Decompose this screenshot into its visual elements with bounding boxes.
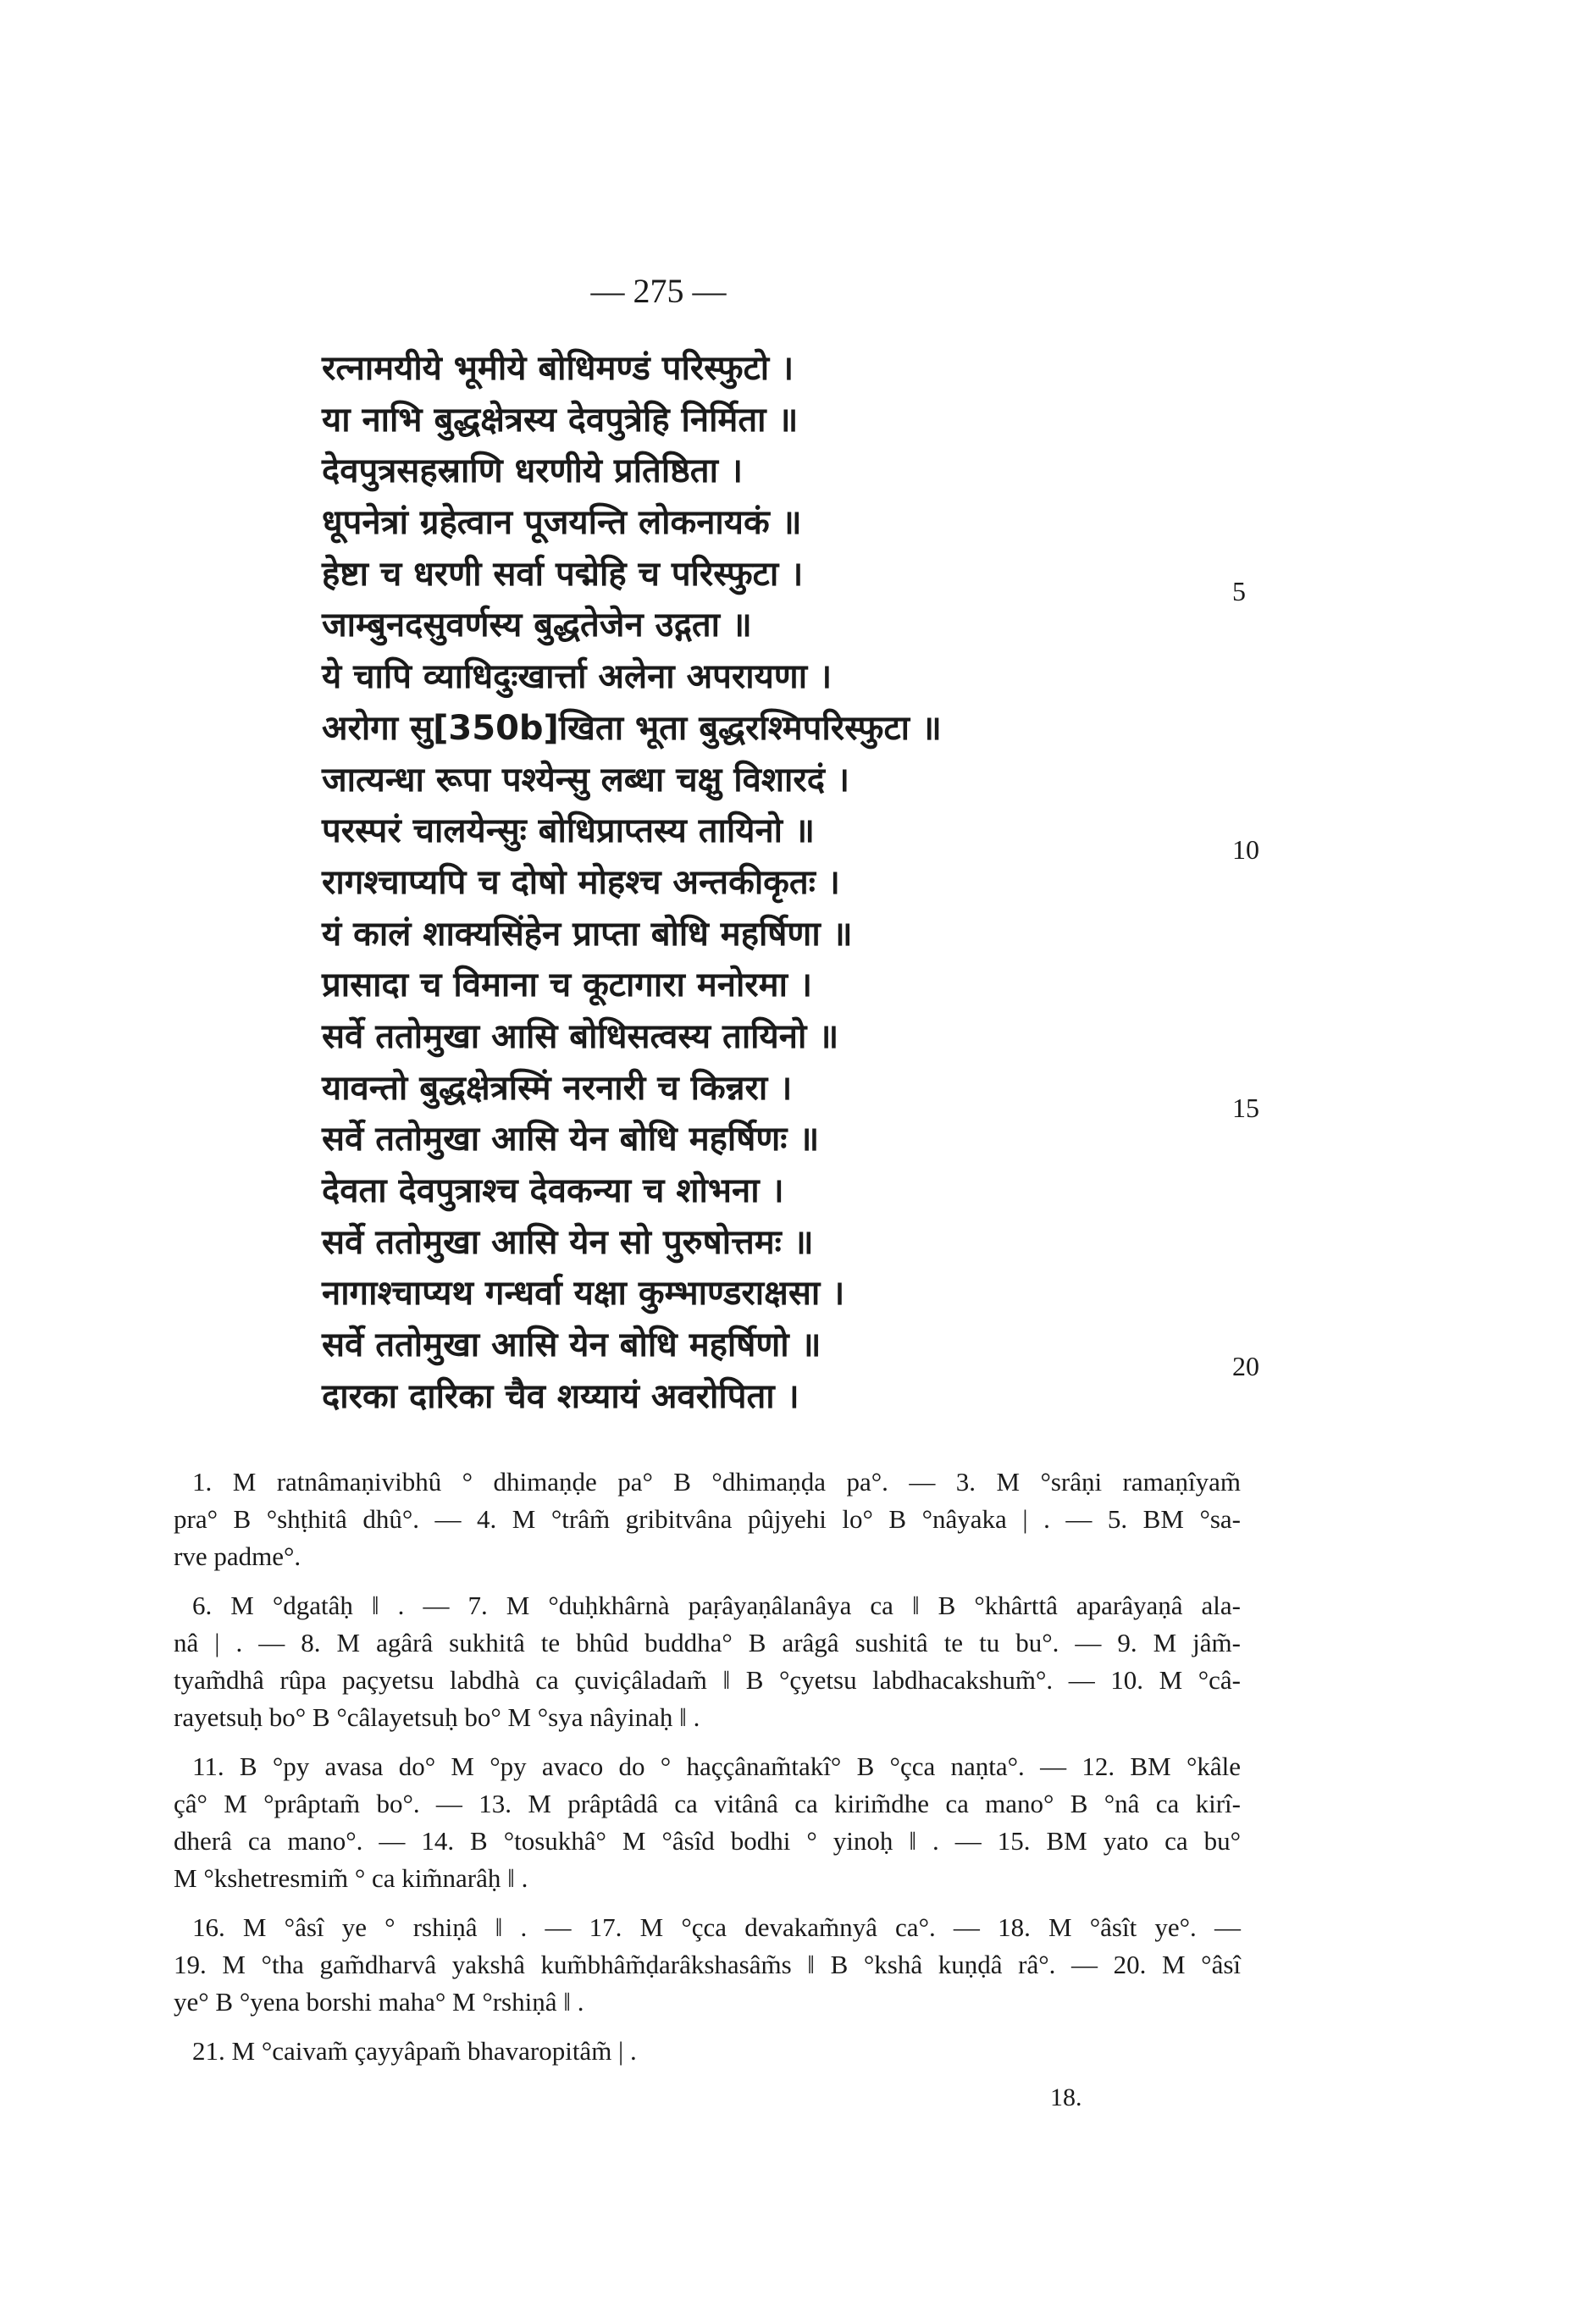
footnotes — [174, 1464, 1241, 2082]
verse-line: प्रासादा च विमाना च कूटागारा मनोरमा । — [322, 966, 813, 1005]
verse-line: धूपनेत्रां ग्रहेत्वान पूजयन्ति लोकनायकं ॥ — [322, 503, 802, 543]
verse-line: सर्वे ततोमुखा आसि येन बोधि महर्षिणः ॥ — [322, 1120, 820, 1159]
line-number: 5 — [1232, 576, 1246, 606]
verse-line: देवपुत्रसहस्राणि धरणीये प्रतिष्ठिता । — [322, 451, 744, 491]
verse-line: रागश्चाप्यपि च दोषो मोहश्च अन्तकीकृतः । — [322, 862, 840, 902]
footnote-line: 16. M °âsî ye ° rshiṇâ ‖ . — 17. M °çca devakam̃nyâ ca°. — 18. M °âsît ye°. — — [192, 1912, 1241, 1942]
verse-line: रत्नामयीये भूमीये बोधिमण्डं परिस्फुटो । — [322, 349, 794, 388]
verse-line: जात्यन्धा रूपा पश्येन्सु लब्धा चक्षु विशारदं । — [322, 760, 850, 800]
footnote-paragraph — [174, 1464, 1241, 1575]
line-number: 10 — [1232, 834, 1259, 865]
footnote-line: 6. M °dgatâḥ ‖ . — 7. M °duḥkhârnà paṛâyaṇâlanâya ca ‖ B °khârttâ aparâyaṇâ ala- — [192, 1591, 1241, 1620]
verse-line: या नाभि बुद्धक्षेत्रस्य देवपुत्रेहि निर्मिता ॥ — [322, 400, 799, 440]
verse-line: नागाश्चाप्यथ गन्धर्वा यक्षा कुम्भाण्डराक्षसा । — [322, 1274, 845, 1314]
verse-line: सर्वे ततोमुखा आसि बोधिसत्वस्य तायिनो ॥ — [322, 1016, 839, 1056]
footnote-paragraph — [174, 2033, 1241, 2070]
footnote-paragraph — [174, 1748, 1241, 1897]
footnote-line: 1. M ratnâmaṇivibhû ° dhimaṇḍe pa° B °dhimaṇḍa pa°. — 3. M °srâṇi ramaṇîyam̃ — [192, 1467, 1241, 1497]
verse-line: अरोगा सु[350b]खिता भूता बुद्धरश्मिपरिस्फुटा ॥ — [322, 708, 942, 748]
verse-line: परस्परं चालयेन्सुः बोधिप्राप्तस्य तायिनो ॥ — [322, 811, 815, 851]
verse-line: ये चापि व्याधिदुःखार्त्ता अलेना अपरायणा । — [322, 657, 833, 697]
line-number: 20 — [1232, 1351, 1259, 1381]
verse-text — [322, 343, 965, 1422]
verse-line: यावन्तो बुद्धक्षेत्रस्मिं नरनारी च किन्नरा । — [322, 1068, 793, 1108]
footnote-line: pra° B °shṭhitâ dhû°. — 4. M °trâm̃ gribitvâna pûjyehi lo° B °nâyaka | . — 5. BM °sa- — [174, 1504, 1241, 1534]
footnote-line: dherâ ca mano°. — 14. B °tosukhâ° M °âsîd bodhi ° yinoḥ ‖ . — 15. BM yato ca bu° — [174, 1826, 1241, 1856]
verse-line: यं कालं शाक्यसिंहेन प्राप्ता बोधि महर्षिणा ॥ — [322, 914, 853, 954]
footnote-line: ye° B °yena borshi maha° M °rshiṇâ ‖ . — [174, 1987, 584, 2017]
verse-line: सर्वे ततोमुखा आसि येन सो पुरुषोत्तमः ॥ — [322, 1222, 814, 1262]
verse-line: देवता देवपुत्राश्च देवकन्या च शोभना । — [322, 1171, 784, 1210]
footnote-line: M °kshetresmim̃ ° ca kim̃narâḥ ‖ . — [174, 1863, 528, 1893]
footnote-line: tyam̃dhâ rûpa paçyetsu labdhà ca çuviçâladam̃ ‖ B °çyetsu labdhacakshum̃°. — 10. M °câ- — [174, 1665, 1241, 1695]
footnote-line: 19. M °tha gam̃dharvâ yakshâ kum̃bhâm̃ḍarâkshasâm̃s ‖ B °kshâ kuṇḍâ râ°. — 20. M °âsî — [174, 1950, 1241, 1979]
verse-line: दारका दारिका चैव शय्यायं अवरोपिता । — [322, 1376, 799, 1416]
signature-mark: 18. — [1050, 2083, 1082, 2111]
footnote-line: nâ | . — 8. M agârâ sukhitâ te bhûd buddha° B arâgâ sushitâ te tu bu°. — 9. M jâm̃- — [174, 1628, 1241, 1657]
footnote-line: çâ° M °prâptam̃ bo°. — 13. M prâptâdâ ca vitânâ ca kirim̃dhe ca mano° B °nâ ca kirî- — [174, 1789, 1241, 1818]
footnote-line: rayetsuḥ bo° B °câlayetsuḥ bo° M °sya nâyinaḥ ‖ . — [174, 1702, 700, 1732]
page-number: — 275 — — [590, 272, 727, 310]
verse-line: सर्वे ततोमुखा आसि येन बोधि महर्षिणो ॥ — [322, 1325, 821, 1365]
verse-line: हेष्टा च धरणी सर्वा पद्मेहि च परिस्फुटा । — [322, 554, 804, 594]
line-number: 15 — [1232, 1093, 1259, 1123]
footnote-paragraph — [174, 1587, 1241, 1736]
footnote-line: 21. M °caivam̃ çayyâpam̃ bhavaropitâm̃ | . — [192, 2036, 637, 2066]
footnote-line: 11. B °py avasa do° M °py avaco do ° haççânam̃takî° B °çca naṇta°. — 12. BM °kâle — [192, 1751, 1241, 1781]
footnote-paragraph — [174, 1909, 1241, 2021]
verse-line: जाम्बुनदसुवर्णस्य बुद्धतेजेन उद्गता ॥ — [322, 606, 752, 645]
footnote-line: rve padme°. — [174, 1541, 301, 1571]
